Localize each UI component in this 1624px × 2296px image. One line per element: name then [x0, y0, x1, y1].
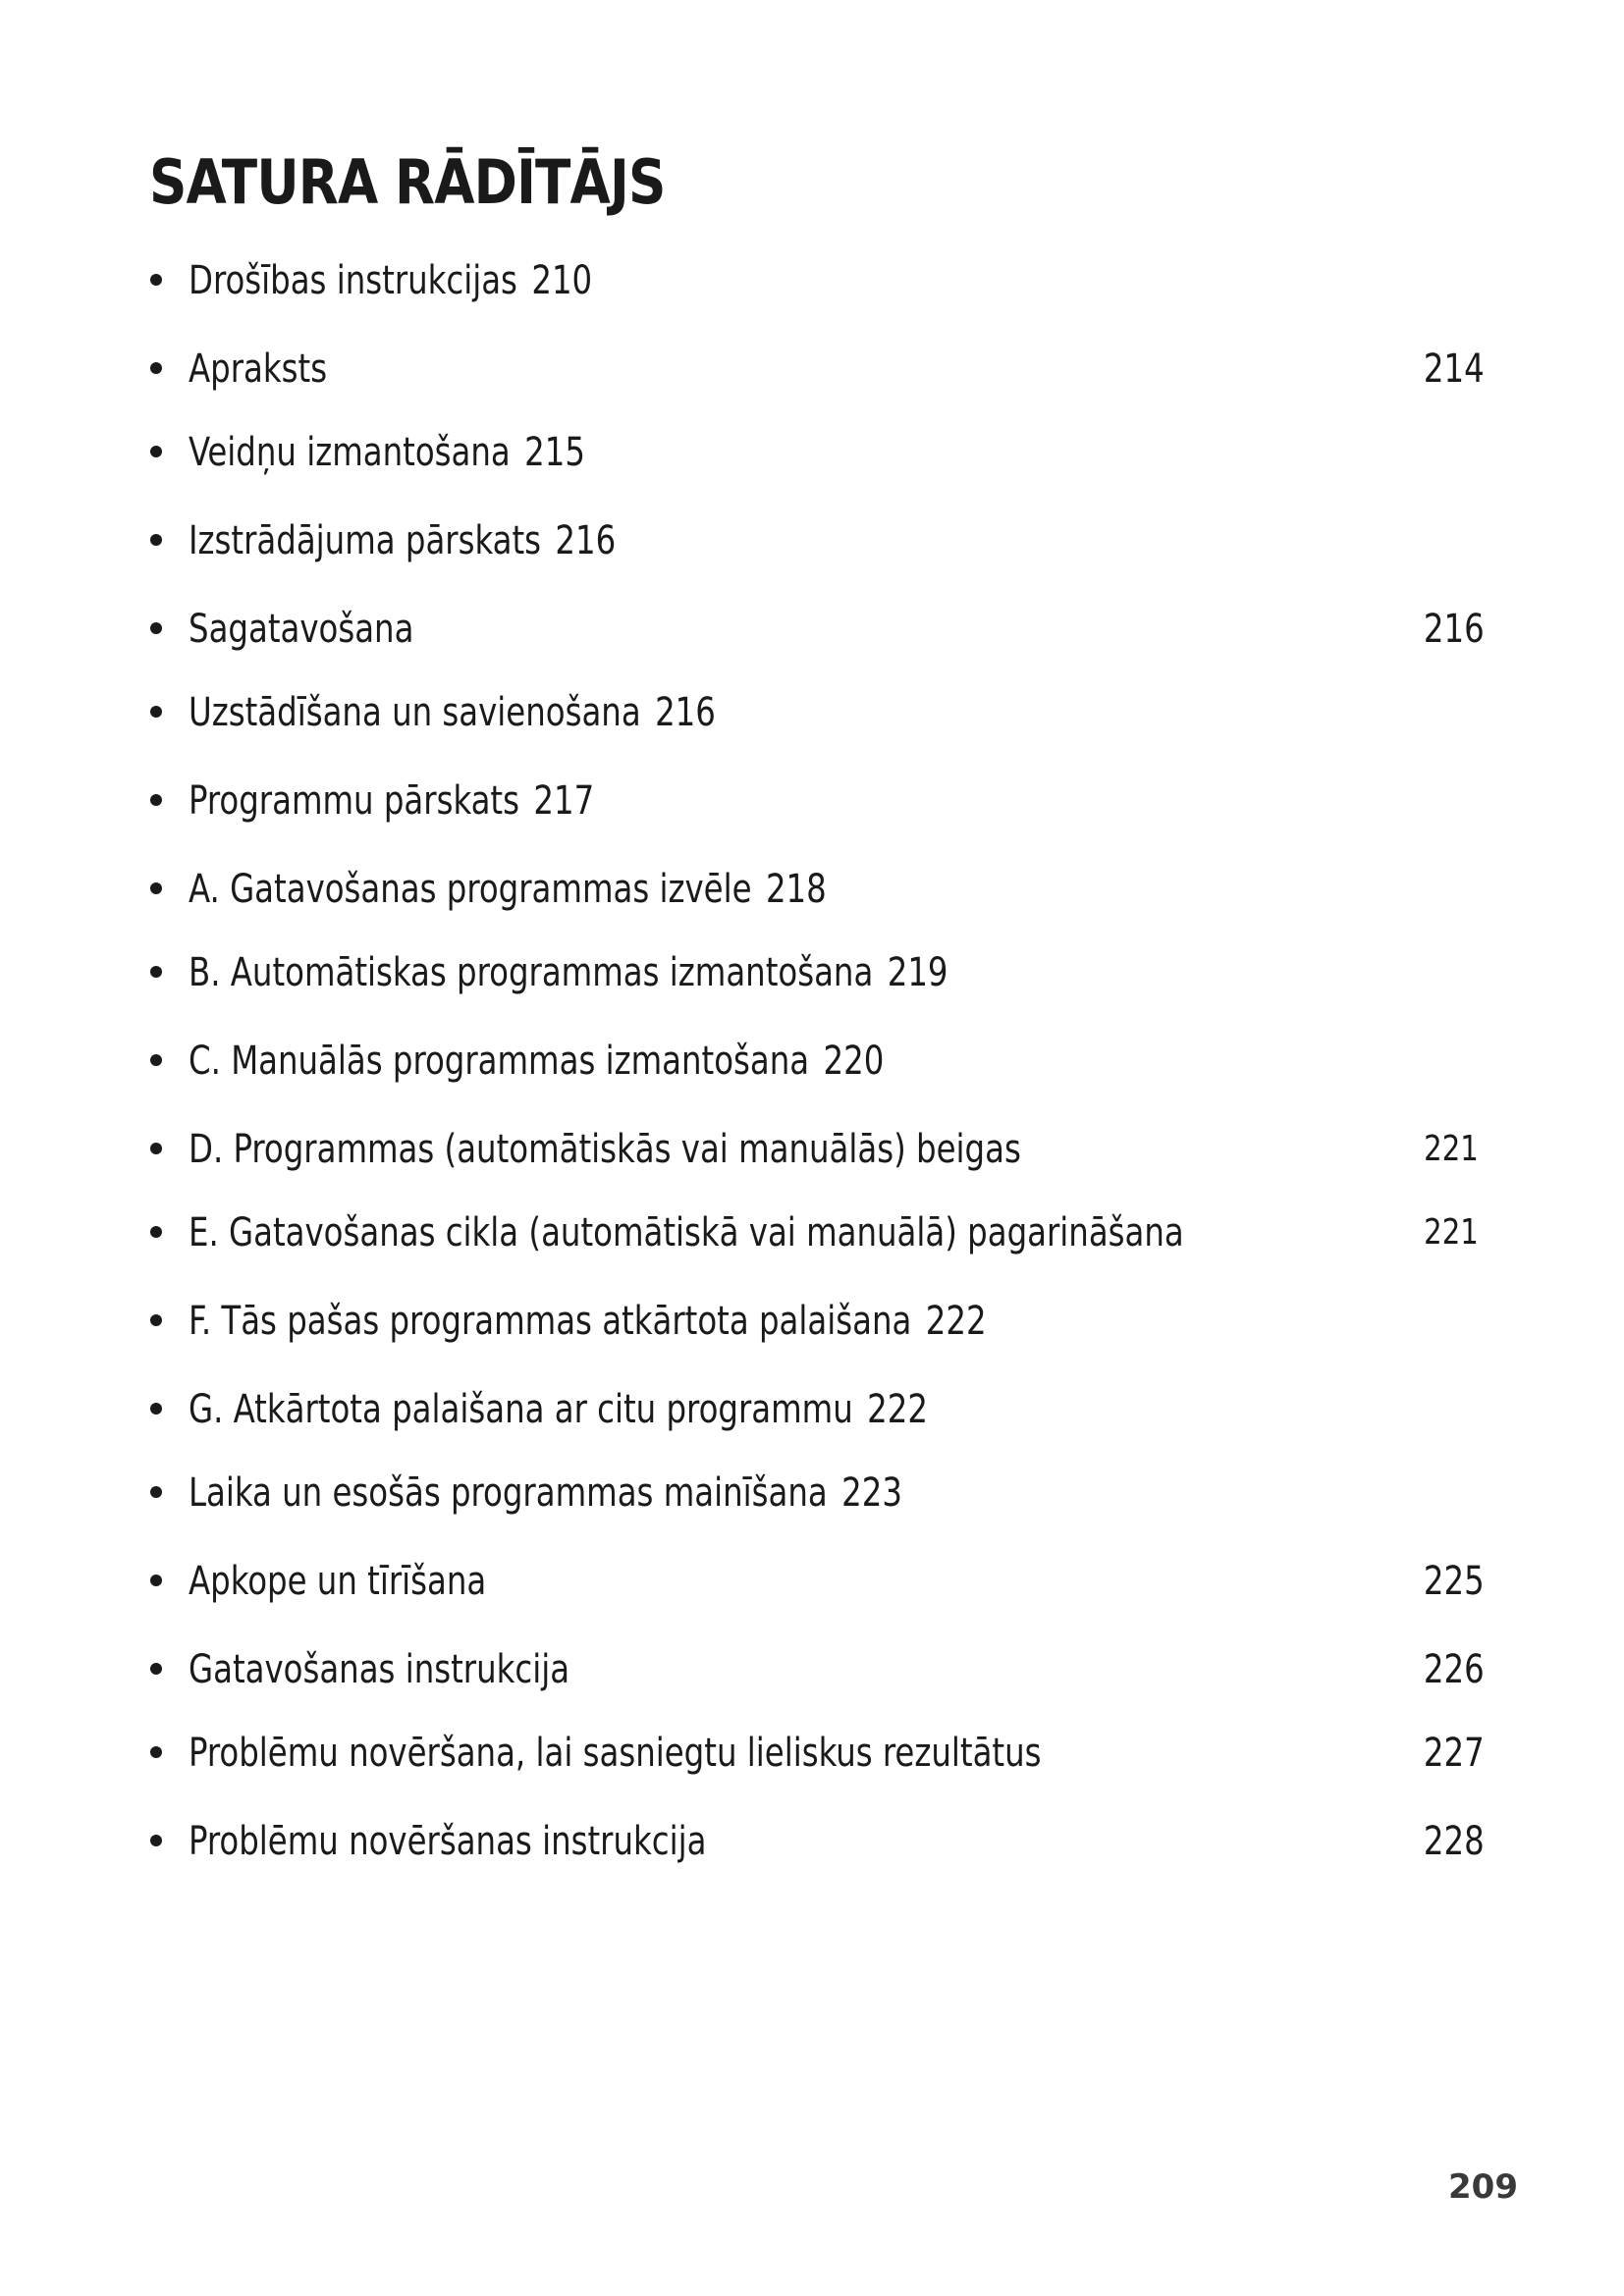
toc-entry-page: 223	[841, 1470, 902, 1516]
toc-entry-title: Apkope un tīrīšana	[189, 1559, 487, 1604]
toc-entry-title: Gatavošanas instrukcija	[189, 1647, 570, 1692]
toc-entry-a-gatavosanas-programmas-izvele[interactable]	[0, 862, 1624, 921]
toc-entry-title: A. Gatavošanas programmas izvēle 218	[189, 867, 827, 912]
bullet-icon	[150, 706, 162, 718]
toc-entry-title: D. Programmas (automātiskās vai manuālās) beigas	[189, 1127, 1021, 1172]
toc-entry-uzstadisana-un-savienosana[interactable]	[0, 685, 1624, 744]
page-title: SATURA RĀDĪTĀJS	[149, 146, 666, 218]
toc-entry-title: Drošības instrukcijas 210	[189, 258, 593, 303]
toc-entry-page: 226	[1424, 1647, 1485, 1692]
bullet-icon	[150, 966, 162, 978]
bullet-icon	[150, 1226, 162, 1238]
toc-entry-page: 214	[1424, 347, 1485, 392]
bullet-icon	[150, 1746, 162, 1758]
bullet-icon	[150, 622, 162, 634]
toc-entry-title: G. Atkārtota palaišana ar citu programmu 222	[189, 1387, 928, 1432]
toc-entry-page: 225	[1424, 1559, 1485, 1604]
toc-entry-page: 210	[531, 258, 593, 303]
bullet-icon	[150, 1054, 162, 1066]
toc-entry-page: 222	[925, 1299, 987, 1344]
toc-entry-title: Sagatavošana	[189, 607, 414, 652]
toc-entry-d-programmas-beigas[interactable]	[0, 1122, 1624, 1181]
toc-entry-page: 222	[867, 1387, 928, 1432]
toc-entry-apraksts[interactable]	[0, 342, 1624, 400]
bullet-icon	[150, 794, 162, 806]
bullet-icon	[150, 1314, 162, 1326]
toc-entry-veidnu-izmantosana[interactable]	[0, 425, 1624, 484]
bullet-icon	[150, 1835, 162, 1846]
toc-entry-page: 219	[887, 950, 948, 995]
page-number: 209	[1448, 2167, 1518, 2207]
bullet-icon	[150, 1143, 162, 1154]
toc-entry-gatavosanas-instrukcija[interactable]	[0, 1642, 1624, 1701]
bullet-icon	[150, 1486, 162, 1498]
bullet-icon	[150, 534, 162, 546]
toc-entry-page: 216	[655, 690, 716, 735]
toc-entry-page: 215	[524, 430, 585, 475]
bullet-icon	[150, 274, 162, 286]
toc-entry-drosibas-instrukcijas[interactable]	[0, 253, 1624, 312]
toc-entry-page: 221	[1424, 1129, 1479, 1169]
toc-entry-problemu-noversana-rezultati[interactable]	[0, 1726, 1624, 1785]
toc-entry-title: E. Gatavošanas cikla (automātiskā vai manuālā) pagarināšana	[189, 1210, 1184, 1255]
toc-entry-title: B. Automātiskas programmas izmantošana 219	[189, 950, 948, 995]
toc-entry-title: Uzstādīšana un savienošana 216	[189, 690, 716, 735]
bullet-icon	[150, 882, 162, 894]
toc-entry-title: Laika un esošās programmas mainīšana 223	[189, 1470, 902, 1516]
toc-entry-page: 220	[823, 1039, 885, 1084]
toc-entry-title: Apraksts	[189, 347, 328, 392]
toc-entry-e-gatavosanas-cikla-pagarinasana[interactable]	[0, 1205, 1624, 1264]
toc-entry-title: Programmu pārskats 217	[189, 778, 595, 824]
toc-entry-page: 228	[1424, 1819, 1485, 1864]
toc-entry-title: C. Manuālās programmas izmantošana 220	[189, 1039, 885, 1084]
toc-entry-b-automatiskas-programmas[interactable]	[0, 945, 1624, 1004]
toc-entry-page: 216	[555, 518, 617, 563]
toc-entry-problemu-noversanas-instrukcija[interactable]	[0, 1814, 1624, 1873]
bullet-icon	[150, 446, 162, 457]
bullet-icon	[150, 362, 162, 374]
toc-entry-g-atkartota-palaisana-citu[interactable]	[0, 1382, 1624, 1441]
toc-entry-title: F. Tās pašas programmas atkārtota palaišana 222	[189, 1299, 987, 1344]
toc-entry-apkope-un-tirisana[interactable]	[0, 1554, 1624, 1613]
toc-entry-page: 218	[765, 867, 827, 912]
toc-entry-programmu-parskats[interactable]	[0, 774, 1624, 832]
toc-entry-laika-mainisana[interactable]	[0, 1466, 1624, 1524]
toc-entry-page: 217	[533, 778, 595, 824]
toc-entry-title: Problēmu novēršanas instrukcija	[189, 1819, 707, 1864]
bullet-icon	[150, 1403, 162, 1415]
bullet-icon	[150, 1575, 162, 1586]
toc-entry-f-atkartota-palaisana[interactable]	[0, 1294, 1624, 1353]
toc-entry-title: Problēmu novēršana, lai sasniegtu lieliskus rezultātus	[189, 1731, 1042, 1776]
toc-entry-c-manualas-programmas[interactable]	[0, 1034, 1624, 1093]
bullet-icon	[150, 1663, 162, 1675]
toc-entry-page: 221	[1424, 1212, 1479, 1253]
toc-entry-title: Izstrādājuma pārskats 216	[189, 518, 617, 563]
toc-entry-izstradajuma-parskats[interactable]	[0, 513, 1624, 572]
toc-entry-page: 216	[1424, 607, 1485, 652]
toc-entry-title: Veidņu izmantošana 215	[189, 430, 585, 475]
toc-entry-sagatavosana[interactable]	[0, 602, 1624, 661]
toc-entry-page: 227	[1424, 1731, 1485, 1776]
